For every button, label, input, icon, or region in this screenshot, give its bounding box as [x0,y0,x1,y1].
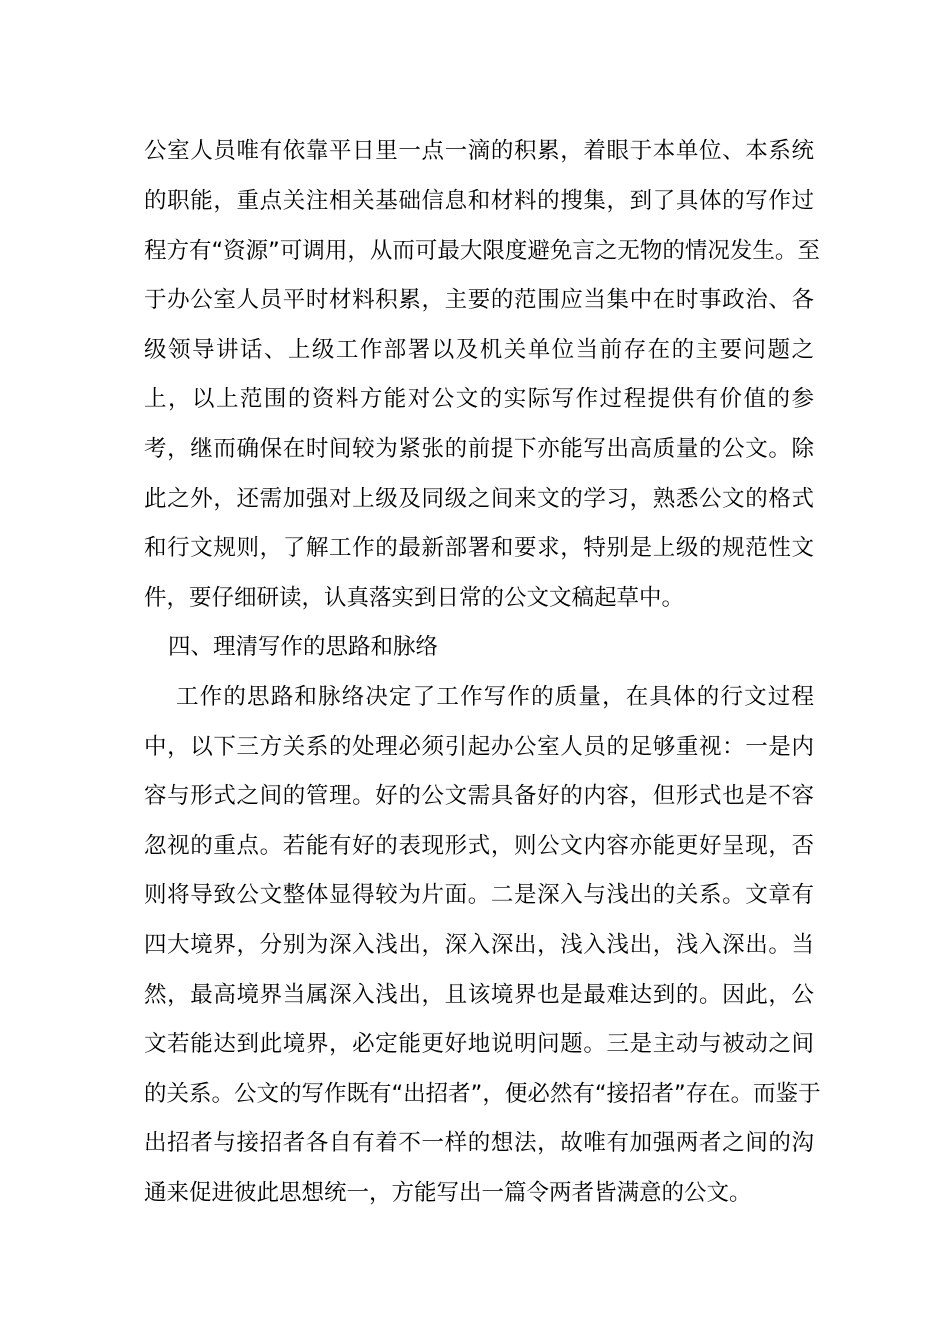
paragraph-line: 则将导致公文整体显得较为片面。二是深入与浅出的关系。文章有 [144,882,814,908]
paragraph-line: 通来促进彼此思想统一，方能写出一篇令两者皆满意的公文。 [144,1180,752,1206]
paragraph-line: 和行文规则，了解工作的最新部署和要求，特别是上级的规范性文 [144,535,814,561]
paragraph-line: 中，以下三方关系的处理必须引起办公室人员的足够重视：一是内 [144,734,814,760]
paragraph-line: 公室人员唯有依靠平日里一点一滴的积累，着眼于本单位、本系统 [144,138,814,164]
paragraph-line: 上，以上范围的资料方能对公文的实际写作过程提供有价值的参 [144,386,814,412]
paragraph-line: 然，最高境界当属深入浅出，且该境界也是最难达到的。因此，公 [144,982,814,1008]
paragraph-line: 的职能，重点关注相关基础信息和材料的搜集，到了具体的写作过 [144,188,814,214]
paragraph-line: 于办公室人员平时材料积累，主要的范围应当集中在时事政治、各 [144,287,814,313]
paragraph-line: 的关系。公文的写作既有“出招者”，便必然有“接招者”存在。而鉴于 [144,1081,821,1107]
paragraph-line: 工作的思路和脉络决定了工作写作的质量，在具体的行文过程 [176,684,814,710]
paragraph-line: 级领导讲话、上级工作部署以及机关单位当前存在的主要问题之 [144,337,814,363]
paragraph-line: 件，要仔细研读，认真落实到日常的公文文稿起草中。 [144,585,685,611]
section-heading: 四、理清写作的思路和脉络 [168,634,439,660]
paragraph-line: 程方有“资源”可调用，从而可最大限度避免言之无物的情况发生。至 [144,238,820,264]
paragraph-line: 考，继而确保在时间较为紧张的前提下亦能写出高质量的公文。除 [144,436,814,462]
paragraph-line: 四大境界，分别为深入浅出，深入深出，浅入浅出，浅入深出。当 [144,932,814,958]
paragraph-line: 容与形式之间的管理。好的公文需具备好的内容，但形式也是不容 [144,783,814,809]
paragraph-line: 此之外，还需加强对上级及同级之间来文的学习，熟悉公文的格式 [144,486,814,512]
paragraph-line: 出招者与接招者各自有着不一样的想法，故唯有加强两者之间的沟 [144,1130,814,1156]
paragraph-line: 文若能达到此境界，必定能更好地说明问题。三是主动与被动之间 [144,1031,814,1057]
paragraph-line: 忽视的重点。若能有好的表现形式，则公文内容亦能更好呈现，否 [144,833,814,859]
